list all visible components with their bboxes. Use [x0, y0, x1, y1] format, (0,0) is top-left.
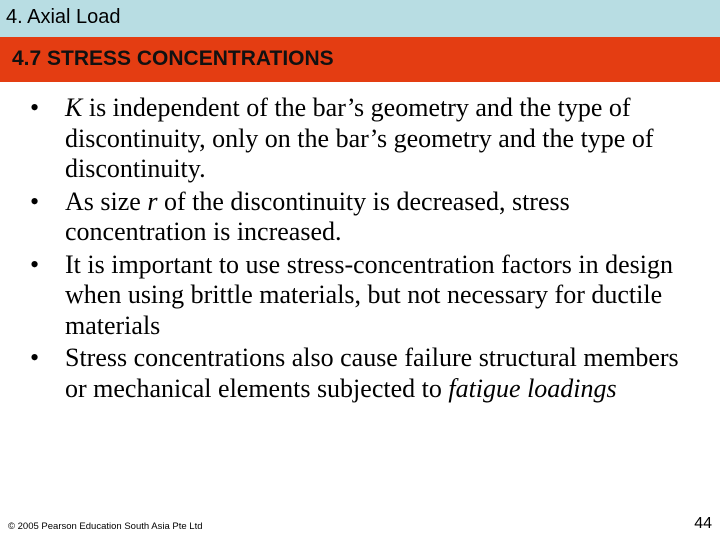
section-header [0, 0, 720, 37]
bullet-item [30, 187, 700, 248]
bullet-item [30, 93, 700, 185]
bullet-dot-icon: • [30, 93, 40, 122]
bullet-text: of the discontinuity is decreased, stress concentration is increased. [65, 186, 570, 246]
k-symbol: K [65, 93, 83, 122]
section-title: 4. Axial Load [6, 6, 121, 28]
fatigue-term: fatigue loadings [448, 373, 617, 403]
r-symbol: r [147, 186, 158, 216]
slide-title: 4.7 STRESS CONCENTRATIONS [12, 47, 334, 70]
bullet-item [30, 250, 700, 342]
copyright-footer: © 2005 Pearson Education South Asia Pte Ltd [8, 521, 203, 532]
bullet-text: is independent of the bar’s geometry and the type of discontinuity, only on the bar’s geometry and the type of discontinuity. [65, 93, 654, 183]
bullet-dot-icon: • [30, 249, 40, 279]
bullet-item [30, 343, 700, 404]
bullet-dot-icon: • [30, 343, 40, 372]
bullet-text: It is important to use stress-concentration factors in design when using brittle materials, but not necessary for ductile materials [65, 249, 673, 340]
bullet-text: As size [65, 186, 148, 216]
bullet-text: Stress concentrations also cause failure structural members or mechanical elements subjected to [65, 343, 679, 403]
bullet-dot-icon: • [30, 186, 40, 216]
page-number: 44 [694, 515, 712, 532]
bullet-list [30, 93, 700, 406]
slide-title-bar [0, 37, 720, 82]
